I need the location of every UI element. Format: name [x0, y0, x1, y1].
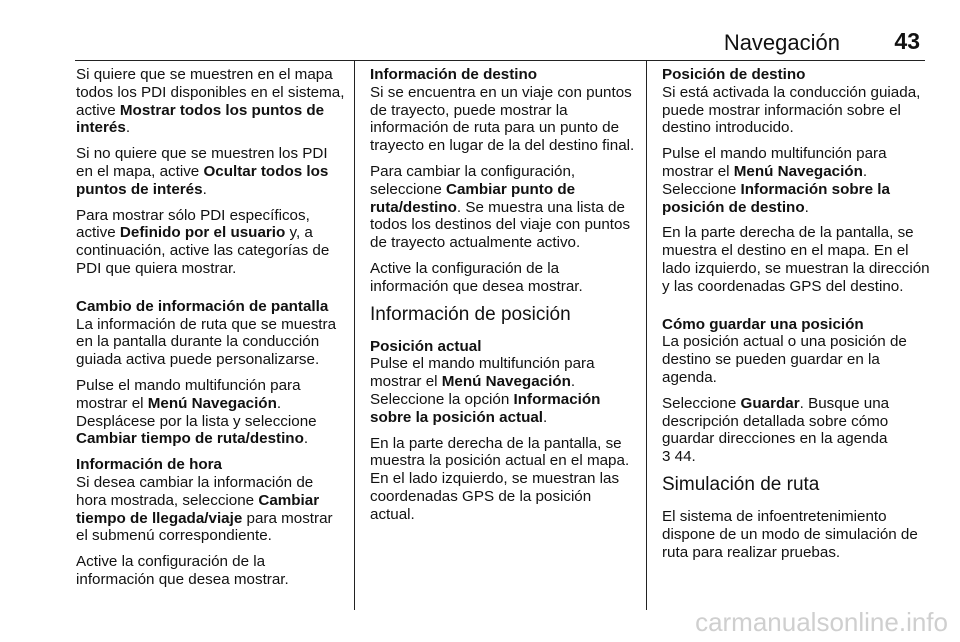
menu-option: Cambiar punto de ruta/destino	[370, 180, 576, 216]
section-heading: Información de posición	[370, 303, 571, 325]
paragraph: Pulse el mando multifunción para mostrar el Menú Navegación. Seleccione Información sobre la posición de destino.	[662, 145, 890, 216]
subheading: Cómo guardar una posición	[662, 315, 864, 333]
menu-option: Definido por el usuario	[119, 224, 286, 242]
column-3	[662, 66, 932, 569]
watermark: carmanualsonline.info	[695, 607, 948, 637]
paragraph: Para cambiar la configuración, seleccione Cambiar punto de ruta/destino. Se muestra una lista de todos los destinos del viaje con puntos de trayecto actualmente activo.	[370, 162, 631, 252]
subheading: Información de destino	[370, 66, 538, 83]
column-divider-2	[646, 60, 647, 610]
page-header	[0, 26, 960, 60]
section-heading: Simulación de ruta	[662, 473, 820, 495]
paragraph: Para mostrar sólo PDI específicos, active Definido por el usuario y, a continuación, active las categorías de PDI que quiera mostrar.	[76, 206, 330, 277]
column-divider-1	[354, 60, 355, 610]
paragraph: Si desea cambiar la información de hora mostrada, seleccione Cambiar tiempo de llegada/viaje para mostrar el submenú correspondiente.	[76, 473, 333, 545]
paragraph: Si no quiere que se muestren los PDI en el mapa, active Ocultar todos los puntos de interés.	[76, 145, 329, 198]
subheading: Posición de destino	[662, 66, 806, 83]
paragraph: En la parte derecha de la pantalla, se muestra el destino en el mapa. En el lado izquierdo, se muestran la dirección y las coordenadas GPS del destino.	[662, 224, 930, 295]
subheading: Posición actual	[370, 337, 482, 355]
menu-option: Menú Navegación	[147, 394, 277, 412]
paragraph: La posición actual o una posición de destino se pueden guardar en la agenda.	[662, 333, 907, 386]
menu-option: Menú Navegación	[733, 162, 863, 180]
paragraph: Active la configuración de la información que desea mostrar.	[76, 553, 289, 588]
paragraph: Pulse el mando multifunción para mostrar el Menú Navegación. Desplácese por la lista y seleccione Cambiar tiempo de ruta/destino.	[76, 376, 317, 448]
subheading: Información de hora	[76, 456, 222, 474]
menu-option: Cambiar tiempo de ruta/destino	[76, 430, 304, 448]
menu-option: Ocultar todos los puntos de interés	[76, 162, 329, 198]
page-reference[interactable]: 3 44.	[662, 448, 696, 466]
paragraph: Pulse el mando multifunción para mostrar el Menú Navegación. Seleccione la opción Información sobre la posición actual.	[370, 355, 601, 426]
header-rule	[75, 60, 925, 61]
menu-option: Información sobre la posición actual	[370, 390, 601, 426]
menu-option: Menú Navegación	[441, 373, 571, 391]
menu-option: Mostrar todos los puntos de interés	[76, 101, 325, 137]
paragraph: En la parte derecha de la pantalla, se muestra la posición actual en el mapa. En el lado izquierdo, se muestran las coordenadas GPS de la posición actual.	[370, 434, 630, 523]
page-number: 43	[894, 28, 920, 54]
paragraph: Seleccione Guardar. Busque una descripción detallada sobre cómo guardar direcciones en la agenda 3 44.	[662, 394, 890, 466]
menu-option: Guardar	[740, 394, 800, 412]
paragraph: Si se encuentra en un viaje con puntos de trayecto, puede mostrar la información de ruta para un punto de trayecto en lugar de la del destino final.	[370, 83, 635, 155]
subheading: Cambio de información de pantalla	[76, 297, 329, 315]
paragraph: Si quiere que se muestren en el mapa todos los PDI disponibles en el sistema, active Mostrar todos los puntos de interés.	[76, 66, 345, 137]
menu-option: Información sobre la posición de destino	[662, 180, 890, 216]
paragraph: Si está activada la conducción guiada, puede mostrar información sobre el destino introducido.	[662, 83, 921, 137]
menu-option: Cambiar tiempo de llegada/viaje	[76, 491, 320, 527]
section-title: Navegación	[723, 30, 840, 55]
column-2	[370, 66, 640, 532]
paragraph: El sistema de infoentretenimiento dispone de un modo de simulación de ruta para realizar pruebas.	[662, 507, 918, 561]
column-1	[76, 66, 346, 597]
paragraph: Active la configuración de la información que desea mostrar.	[370, 259, 583, 295]
paragraph: La información de ruta que se muestra en la pantalla durante la conducción guiada activa puede personalizarse.	[76, 315, 337, 369]
